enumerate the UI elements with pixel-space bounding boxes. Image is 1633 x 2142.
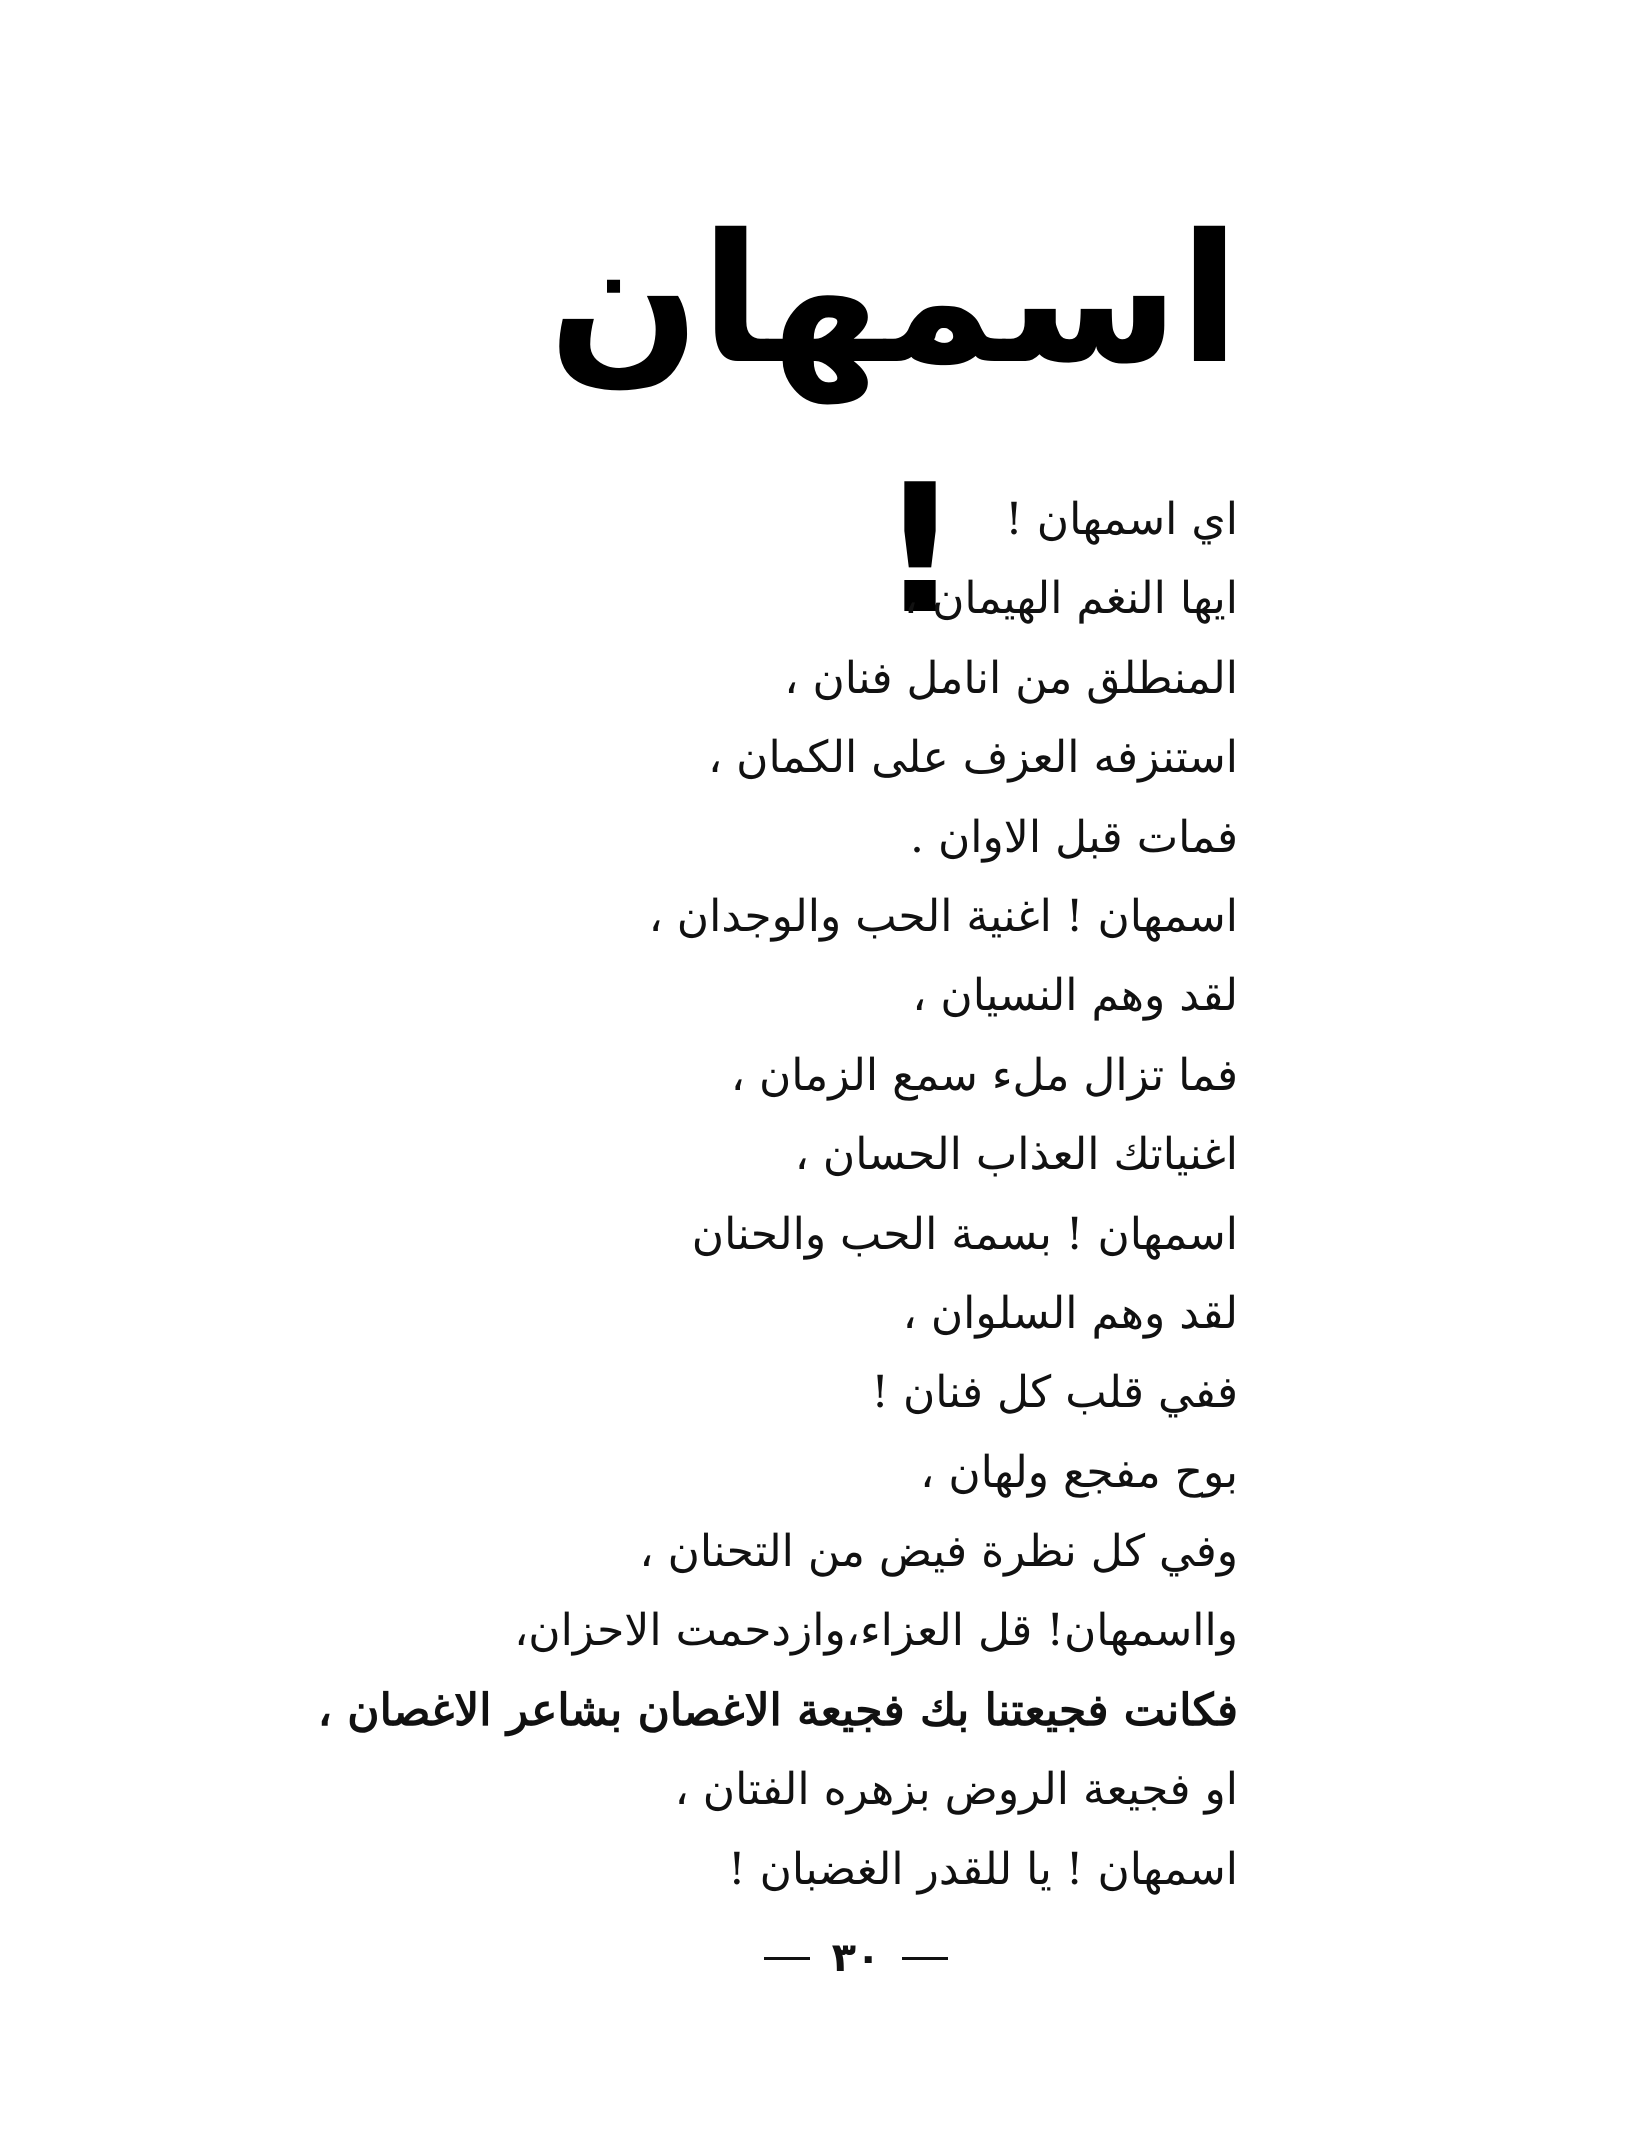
poem-line: وفي كل نظرة فيض من التحنان ، (639, 1526, 1238, 1578)
page-number-value: ٣٠ (831, 1935, 881, 1981)
poem-line: اغنياتك العذاب الحسان ، (794, 1129, 1238, 1181)
poem-line: ففي قلب كل فنان ! (871, 1367, 1238, 1419)
poem-line: اسمهان ! اغنية الحب والوجدان ، (648, 890, 1238, 942)
page-number-dash (902, 1957, 948, 1960)
poem-line: فمات قبل الاوان . (910, 811, 1238, 863)
poem-line: اسمهان ! بسمة الحب والحنان (691, 1208, 1238, 1260)
poem-line: لقد وهم السلوان ، (902, 1287, 1238, 1339)
page-number (716, 1928, 996, 1988)
poem-line: استنزفه العزف على الكمان ، (707, 732, 1238, 784)
poem-line: وااسمهان! قل العزاء،وازدحمت الاحزان، (514, 1605, 1238, 1657)
poem-line: لقد وهم النسيان ، (912, 970, 1238, 1022)
poem-line: ايها النغم الهيمان ، (903, 573, 1238, 625)
poem-line: اي اسمهان ! (1005, 494, 1238, 545)
page-number-dash (764, 1957, 810, 1960)
poem-line: بوح مفجع ولهان ، (920, 1446, 1238, 1498)
poem (317, 480, 1238, 1909)
poem-line: او فجيعة الروض بزهره الفتان ، (674, 1764, 1238, 1816)
poem-line: فما تزال ملء سمع الزمان ، (730, 1049, 1238, 1101)
poem-line: اسمهان ! يا للقدر الغضبان ! (727, 1843, 1238, 1895)
poem-line: المنطلق من انامل فنان ، (784, 652, 1238, 704)
poem-line: فكانت فجيعتنا بك فجيعة الاغصان بشاعر الاغصان ، (317, 1684, 1238, 1736)
page-title: اسمهان ! (548, 196, 1240, 653)
